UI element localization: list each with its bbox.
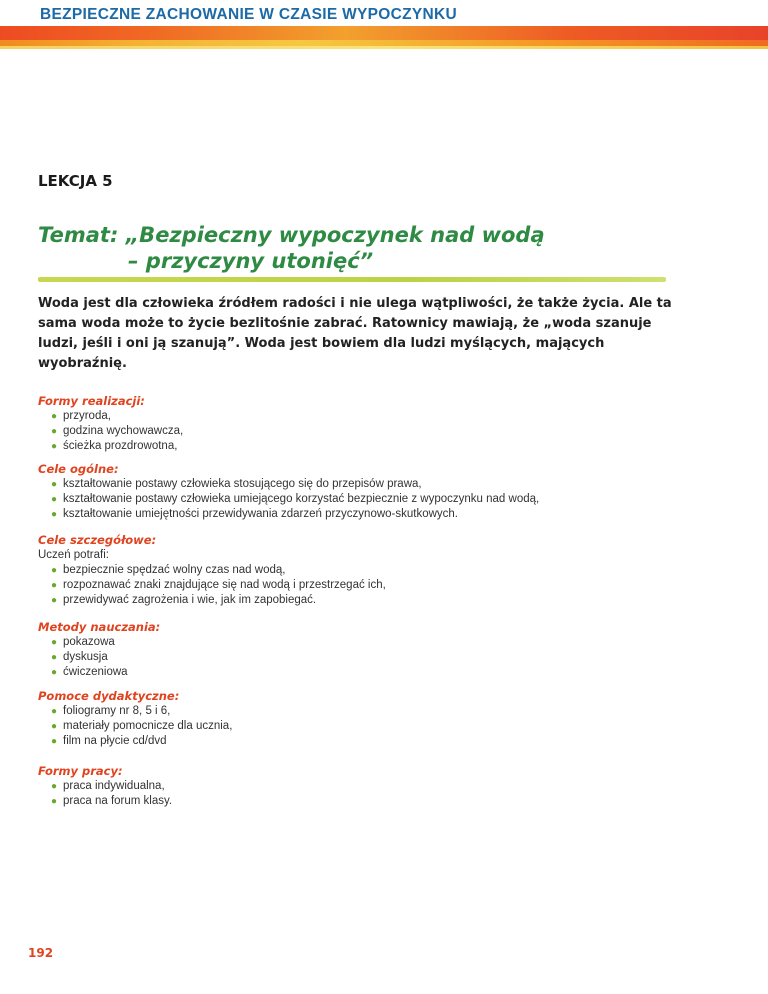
header-stripe: [0, 46, 768, 49]
bullet-list: [38, 635, 718, 680]
bullet-icon: ●: [51, 494, 58, 505]
section-label: Cele szczegółowe:: [38, 533, 157, 547]
section-intro: Uczeń potrafi:: [38, 549, 109, 561]
list-item: ● film na płycie cd/dvd: [51, 735, 167, 747]
list-item: ● praca na forum klasy.: [51, 795, 173, 807]
lesson-label: LEKCJA 5: [38, 172, 113, 190]
list-item: ● dyskusja: [51, 651, 108, 663]
bullet-list: [38, 704, 718, 749]
bullet-icon: ●: [51, 509, 58, 520]
section-specific-goals: [38, 533, 718, 608]
section-general-goals: [38, 462, 718, 522]
bullet-icon: ●: [51, 565, 58, 576]
list-item: ● bezpiecznie spędzać wolny czas nad wodą,: [51, 564, 286, 576]
bullet-icon: ●: [51, 796, 58, 807]
bullet-list: [38, 779, 718, 809]
list-item: ● foliogramy nr 8, 5 i 6,: [51, 705, 171, 717]
section-teaching-methods: [38, 620, 718, 680]
section-label: Formy realizacji:: [38, 394, 145, 408]
list-item: ● kształtowanie postawy człowieka stosującego się do przepisów prawa,: [51, 478, 422, 490]
list-item: ● kształtowanie postawy człowieka umiejącego korzystać bezpiecznie z wypoczynku nad wodą,: [51, 493, 540, 505]
bullet-icon: ●: [51, 706, 58, 717]
topic-line-1: Temat: „Bezpieczny wypoczynek nad wodą: [38, 223, 545, 247]
bullet-icon: ●: [51, 411, 58, 422]
list-item: ● kształtowanie umiejętności przewidywania zdarzeń przyczynowo-skutkowych.: [51, 508, 458, 520]
list-item: ● przyroda,: [51, 410, 111, 422]
bullet-icon: ●: [51, 426, 58, 437]
bullet-icon: ●: [51, 721, 58, 732]
section-label: Pomoce dydaktyczne:: [38, 689, 180, 703]
list-item: ● godzina wychowawcza,: [51, 425, 184, 437]
header-title: BEZPIECZNE ZACHOWANIE W CZASIE WYPOCZYNKU: [40, 6, 458, 23]
list-item: ● materiały pomocnicze dla ucznia,: [51, 720, 233, 732]
topic-heading: [38, 222, 545, 274]
section-label: Formy pracy:: [38, 764, 123, 778]
header-stripe: [0, 26, 768, 40]
list-item: ● praca indywidualna,: [51, 780, 165, 792]
topic-line-2: – przyczyny utonięć”: [128, 249, 374, 273]
page-header: [0, 0, 768, 58]
list-item: ● pokazowa: [51, 636, 115, 648]
intro-paragraph: Woda jest dla człowieka źródłem radości i nie ulega wątpliwości, że także życia. Ale ta sama woda może to życie bezlitośnie zabrać. Ratownicy mawiają, że „woda szanuje ludzi, jeśli i oni ją szanują”. Woda jest bowiem dla ludzi myślących, mających wyobraźnię.: [38, 296, 672, 371]
bullet-icon: ●: [51, 595, 58, 606]
bullet-icon: ●: [51, 667, 58, 678]
list-item: ● ćwiczeniowa: [51, 666, 128, 678]
bullet-list: [38, 409, 718, 454]
bullet-icon: ●: [51, 479, 58, 490]
section-teaching-aids: [38, 689, 718, 749]
list-item: ● ścieżka prozdrowotna,: [51, 440, 178, 452]
bullet-icon: ●: [51, 781, 58, 792]
section-label: Cele ogólne:: [38, 462, 119, 476]
bullet-icon: ●: [51, 652, 58, 663]
bullet-list: [38, 563, 718, 608]
list-item: ● przewidywać zagrożenia i wie, jak im zapobiegać.: [51, 594, 317, 606]
page-number: 192: [28, 946, 54, 960]
bullet-list: [38, 477, 718, 522]
bullet-icon: ●: [51, 580, 58, 591]
bullet-icon: ●: [51, 637, 58, 648]
list-item: ● rozpoznawać znaki znajdujące się nad wodą i przestrzegać ich,: [51, 579, 386, 591]
section-forms: [38, 394, 718, 454]
topic-underline: [38, 277, 666, 282]
bullet-icon: ●: [51, 441, 58, 452]
section-label: Metody nauczania:: [38, 620, 161, 634]
bullet-icon: ●: [51, 736, 58, 747]
section-work-forms: [38, 764, 718, 809]
